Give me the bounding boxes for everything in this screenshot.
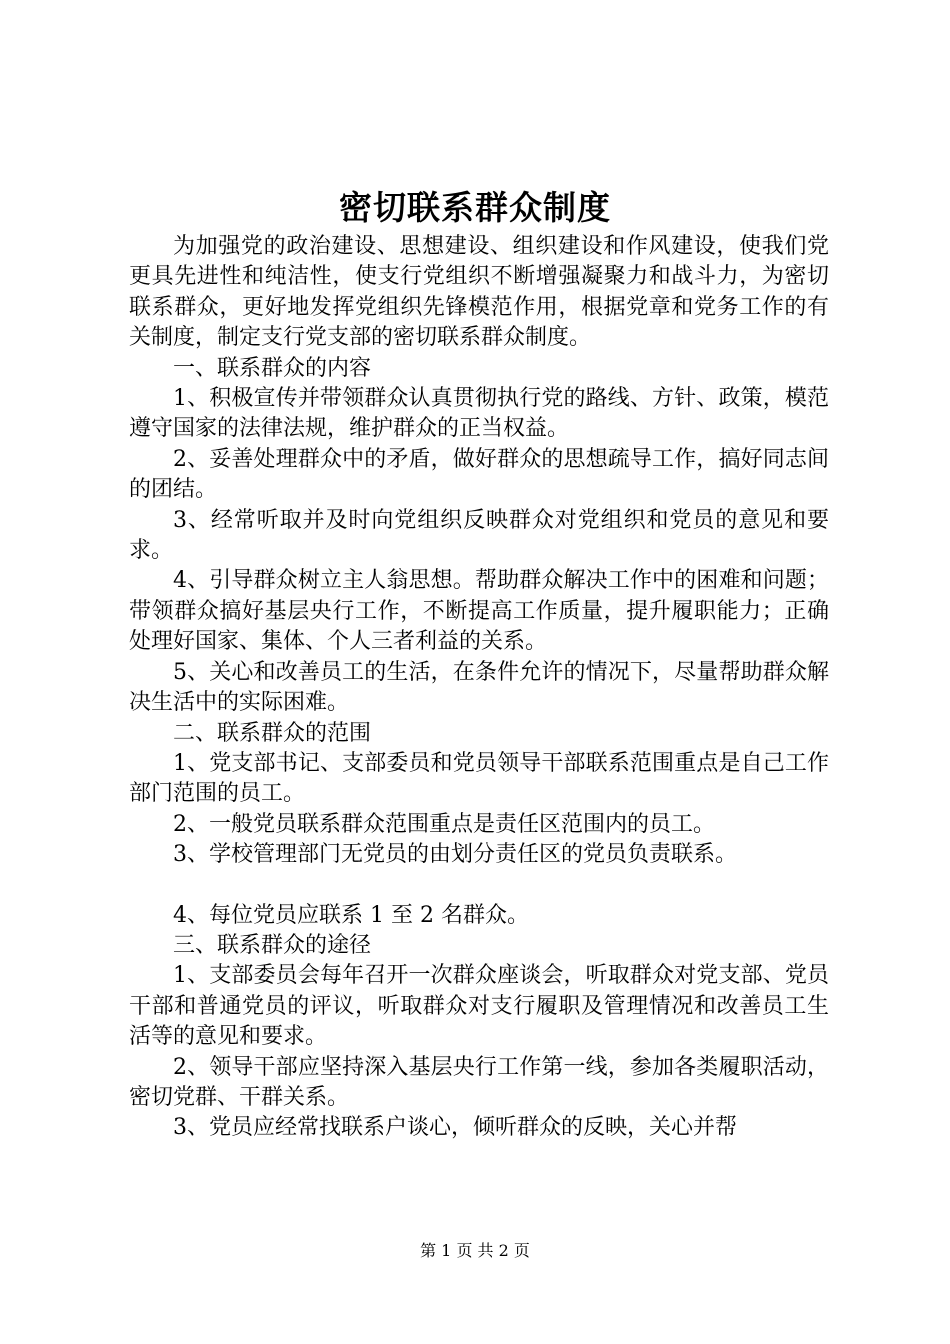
- content-item-1: 1、积极宣传并带领群众认真贯彻执行党的路线、方针、政策，模范遵守国家的法律法规，维护群众的正当权益。: [129, 386, 829, 442]
- scope-item-3: 3、学校管理部门无党员的由划分责任区的党员负责联系。: [173, 842, 737, 868]
- paragraph-gap: [129, 871, 829, 901]
- scope-item-1: 1、党支部书记、支部委员和党员领导干部联系范围重点是自己工作部门范围的员工。: [129, 750, 829, 807]
- approach-item-1: 1、支部委员会每年召开一次群众座谈会，听取群众对党支部、党员干部和普通党员的评议，听取群众对支行履职及管理情况和改善员工生活等的意见和要求。: [129, 963, 829, 1050]
- document-body: [129, 232, 829, 1144]
- document-title: 密切联系群众制度: [339, 188, 611, 227]
- intro-paragraph: 为加强党的政治建设、思想建设、组织建设和作风建设，使我们党更具先进性和纯洁性，使支行党组织不断增强凝聚力和战斗力，为密切联系群众，更好地发挥党组织先锋模范作用，根据党章和党务工作的有关制度，制定支行党支部的密切联系群众制度。: [129, 234, 829, 351]
- content-item-5: 5、关心和改善员工的生活，在条件允许的情况下，尽量帮助群众解决生活中的实际困难。: [129, 659, 829, 716]
- approach-item-2: 2、领导干部应坚持深入基层央行工作第一线，参加各类履职活动，密切党群、干群关系。: [129, 1054, 829, 1110]
- content-item-3: 3、经常听取并及时向党组织反映群众对党组织和党员的意见和要求。: [129, 507, 829, 564]
- section-heading-scope: 二、联系群众的范围: [173, 720, 372, 746]
- content-item-4: 4、引导群众树立主人翁思想。帮助群众解决工作中的困难和问题；带领群众搞好基层央行工作，不断提高工作质量，提升履职能力；正确处理好国家、集体、个人三者利益的关系。: [129, 568, 829, 655]
- content-item-2: 2、妥善处理群众中的矛盾，做好群众的思想疏导工作，搞好同志间的团结。: [129, 446, 829, 503]
- section-heading-approach: 三、联系群众的途径: [173, 932, 372, 958]
- page-footer: 第 1 页 共 2 页: [420, 1241, 530, 1260]
- approach-item-3: 3、党员应经常找联系户谈心，倾听群众的反映，关心并帮: [173, 1115, 737, 1141]
- scope-item-4: 4、每位党员应联系 1 至 2 名群众。: [173, 902, 529, 928]
- section-heading-content: 一、联系群众的内容: [173, 355, 372, 381]
- scope-item-2: 2、一般党员联系群众范围重点是责任区范围内的员工。: [173, 811, 715, 837]
